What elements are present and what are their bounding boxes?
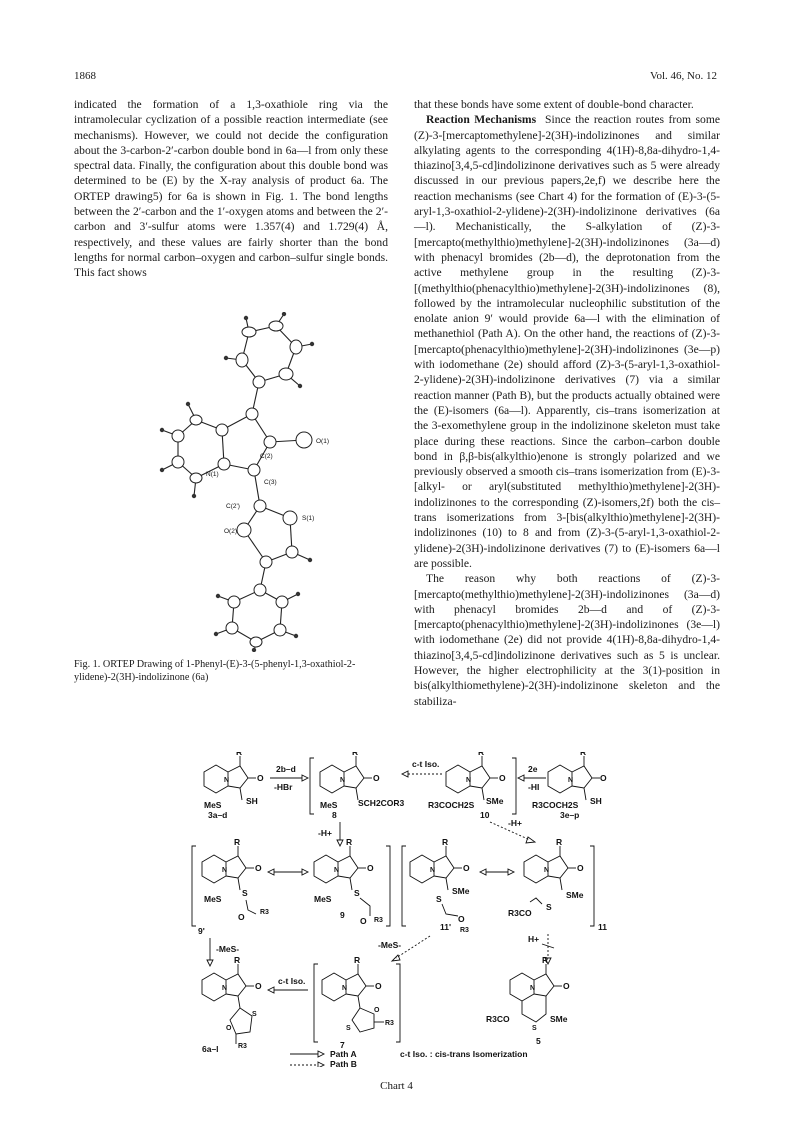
- svg-text:O: O: [374, 1007, 380, 1014]
- svg-text:O: O: [577, 863, 584, 873]
- structure-11: [508, 837, 584, 918]
- svg-text:MeS: MeS: [320, 800, 338, 810]
- svg-text:-H+: -H+: [318, 828, 332, 838]
- svg-text:R3: R3: [238, 1043, 247, 1050]
- ortep-drawing: [74, 312, 388, 652]
- figure-1-caption: Fig. 1. ORTEP Drawing of 1-Phenyl-(E)-3-(5-phenyl-1,3-oxathiol-2-ylidene)-2(3H)-indolizinone (6a): [74, 659, 356, 683]
- structure-11prime: [410, 837, 470, 934]
- structure-3a-d: [204, 752, 264, 820]
- svg-text:O: O: [458, 914, 465, 924]
- svg-text:MeS: MeS: [314, 894, 332, 904]
- atom-label-n1: N(1): [206, 471, 219, 478]
- svg-text:R: R: [442, 837, 449, 847]
- svg-text:2e: 2e: [528, 764, 538, 774]
- svg-text:R3: R3: [374, 917, 383, 924]
- svg-text:O: O: [563, 981, 570, 991]
- structure-6a-l: [202, 955, 262, 1054]
- svg-text:R: R: [556, 837, 563, 847]
- svg-text:O: O: [373, 773, 380, 783]
- svg-text:O: O: [255, 863, 262, 873]
- svg-text:N: N: [222, 867, 228, 874]
- left-column: [74, 97, 388, 281]
- compound-3e-p: 3e–p: [560, 810, 580, 820]
- svg-text:N: N: [544, 867, 550, 874]
- chart-4-caption: Chart 4: [380, 1080, 413, 1092]
- structure-8: [320, 752, 405, 820]
- svg-text:-HBr: -HBr: [274, 782, 293, 792]
- svg-text:R: R: [234, 837, 241, 847]
- section-heading: Reaction Mechanisms: [426, 113, 537, 127]
- label-r: R: [236, 752, 243, 757]
- compound-11: 11: [598, 922, 607, 932]
- chart-4-scheme: [190, 752, 610, 1067]
- compound-9prime: 9': [198, 926, 205, 936]
- svg-text:2b–d: 2b–d: [276, 764, 296, 774]
- svg-text:c-t Iso.: c-t Iso.: [412, 759, 440, 769]
- svg-text:R3COCH2S: R3COCH2S: [428, 800, 475, 810]
- compound-10: 10: [480, 810, 490, 820]
- svg-text:SH: SH: [590, 796, 602, 806]
- svg-text:O: O: [600, 773, 607, 783]
- structure-9prime: [198, 837, 269, 936]
- reaction-scheme: [190, 752, 610, 1067]
- svg-text:R3: R3: [385, 1020, 394, 1027]
- figure-1-ortep: [74, 312, 388, 652]
- svg-text:N: N: [222, 985, 228, 992]
- svg-text:R3: R3: [260, 909, 269, 916]
- page-number: 1868: [74, 70, 96, 82]
- svg-text:O: O: [257, 773, 264, 783]
- svg-text:R3CO: R3CO: [508, 908, 532, 918]
- svg-text:SMe: SMe: [486, 796, 504, 806]
- svg-text:R3CO: R3CO: [486, 1014, 510, 1024]
- structure-9: [314, 837, 383, 926]
- svg-text:R: R: [352, 752, 359, 757]
- svg-text:O: O: [367, 863, 374, 873]
- svg-text:R: R: [542, 955, 549, 965]
- structure-3e-p: [532, 752, 607, 820]
- right-paragraph-3: The reason why both reactions of (Z)-3-[mercapto(methylthio)methylene]-2(3H)-indolizinones (3a—d) with phenacyl bromides 2b—d and of (Z)-3-[mercapto(phenacylthio)methylene]-2(3H)-indolizinones (3e—l) with iodomethane (2e) did not provide 4(1H)-8,8a-dihydro-1,4-thiazino[3,4,5-cd]indolizinone derivatives such as 5 is unclear. However, the higher electrophilicity at the 3(1)-position in bis(alkylthiomethylene)-2(3H)-indolizinone skeleton and the stabiliza-: [414, 572, 720, 708]
- svg-text:SH: SH: [246, 796, 258, 806]
- svg-text:N: N: [340, 777, 346, 784]
- atom-label-c2: C(2): [260, 453, 273, 460]
- svg-text:S: S: [252, 1011, 257, 1018]
- svg-text:H+: H+: [528, 934, 540, 944]
- svg-text:SMe: SMe: [452, 886, 470, 896]
- atom-label-c2prime: C(2'): [226, 503, 240, 510]
- structure-7: [322, 955, 394, 1050]
- svg-text:O: O: [360, 916, 367, 926]
- compound-3a-d: 3a–d: [208, 810, 228, 820]
- svg-text:R: R: [580, 752, 587, 757]
- compound-8: 8: [332, 810, 337, 820]
- compound-6a-l: 6a–l: [202, 1044, 219, 1054]
- svg-text:SCH2COR3: SCH2COR3: [358, 798, 405, 808]
- structure-5: [486, 955, 570, 1046]
- svg-text:S: S: [354, 888, 360, 898]
- svg-text:-HI: -HI: [528, 782, 540, 792]
- svg-text:S: S: [436, 894, 442, 904]
- legend-path-b: Path B: [330, 1059, 357, 1067]
- svg-text:S: S: [532, 1025, 537, 1032]
- svg-text:N: N: [430, 867, 436, 874]
- atom-label-s1: S(1): [302, 515, 315, 522]
- svg-text:S: S: [346, 1025, 351, 1032]
- svg-text:MeS: MeS: [204, 800, 222, 810]
- svg-text:N: N: [334, 867, 340, 874]
- svg-text:N: N: [530, 985, 536, 992]
- svg-text:-MeS-: -MeS-: [378, 940, 402, 950]
- svg-text:S: S: [546, 902, 552, 912]
- structure-10: [428, 752, 506, 820]
- svg-text:R: R: [234, 955, 241, 965]
- svg-text:-H+: -H+: [508, 818, 522, 828]
- svg-text:SMe: SMe: [566, 890, 584, 900]
- svg-text:R: R: [346, 837, 353, 847]
- svg-text:O: O: [226, 1025, 232, 1032]
- right-column: [414, 97, 720, 709]
- svg-text:S: S: [242, 888, 248, 898]
- svg-text:O: O: [255, 981, 262, 991]
- svg-text:O: O: [463, 863, 470, 873]
- svg-text:N: N: [568, 777, 574, 784]
- svg-text:MeS: MeS: [204, 894, 222, 904]
- svg-text:O: O: [499, 773, 506, 783]
- svg-text:R: R: [478, 752, 485, 757]
- svg-text:N: N: [342, 985, 348, 992]
- left-paragraph: indicated the formation of a 1,3-oxathiole ring via the intramolecular cyclization of a possible reaction intermediate (see mechanisms). However, we could not decide the configuration about the 3-carbon-2′-carbon double bond in 6a—l from only these spectral data. Finally, the configuration about this double bond was determined to be (E) by the X-ray analysis of product 6a. The ORTEP drawing5) for 6a is shown in Fig. 1. The bond lengths between the 2′-carbon and the 1′-oxygen atoms and between the 2′-carbon and 3′-sulfur atoms were 1.357(4) and 1.729(4) Å, respectively, and these values are fairly shorter than the bond lengths for normal carbon–oxygen and carbon–sulfur single bonds. This fact shows: [74, 98, 388, 280]
- svg-text:R3COCH2S: R3COCH2S: [532, 800, 579, 810]
- legend-path-a: Path A: [330, 1049, 357, 1059]
- atom-label-o2: O(2): [224, 528, 237, 535]
- svg-text:c-t Iso.: c-t Iso.: [278, 976, 306, 986]
- svg-text:R: R: [354, 955, 361, 965]
- atom-label-o1: O(1): [316, 438, 329, 445]
- atom-label-c3: C(3): [264, 479, 277, 486]
- compound-11prime: 11': [440, 922, 452, 932]
- svg-text:N: N: [466, 777, 472, 784]
- svg-text:O: O: [375, 981, 382, 991]
- svg-text:R3: R3: [460, 927, 469, 934]
- svg-text:-MeS-: -MeS-: [216, 944, 240, 954]
- right-paragraph-2-text: Since the reaction routes from some (Z)-3-[mercaptomethylene]-2(3H)-indolizinones and similar alkylating agents to the corresponding 4(1H)-8,8a-dihydro-1,4-thiazino[3,4,5-cd]indolizinone derivatives such as 5 were already discussed in our previous papers,2e,f) we describe here the reaction mechanisms (see Chart 4) for the formation of (E)-3-(5-aryl-1,3-oxathiol-2-ylidene)-2(3H)-indolizinone derivatives (6a—l). Mechanistically, the S-alkylation of (Z)-3-[mercapto(methylthio)methylene]-2(3H)-indolizinones (3a—d) with phenacyl bromides (2b—d), the deprotonation from the active methylene group in the resulting (Z)-3-[(methylthio(phenacylthio)methylene]-2(3H)-indolizinones (8), followed by the intramolecular nucleophilic substitution of the enolate anion 9′ would provide 6a—l with the elimination of methanethiol (Path A). On the other hand, the reactions of (Z)-3-[mercapto(phenacylthio)methylene]-2(3H)-indolizinones (3e—p) with iodomethane (2e) should afford (Z)-3-(5-aryl-1,3-oxathiol-2-ylidene)-2(3H)-indolizinone derivatives (7) via a similar reaction manner (Path B), but the products actually obtained were the (E)-isomers (6a—l). Apparently, cis–trans isomerization at the 3-exomethylene group in the indolizinone skeleton must take place during these reactions. Since the carbon–carbon double bond in β,β-bis(alkylthio)enone is strongly polarized and we previously observed a smooth cis–trans isomerization from (E)-3-[alkyl- or aryl(substituted methylthio)methylene]-2(3H)-indolizinones to the corresponding (Z)-isomers,2f) both the cis–trans isomerizations from 3-[bis(alkylthio)methylene]-2(3H)-indolizinones (10) to 8 and from (Z)-3-(5-aryl-1,3-oxathiol-2-ylidene)-2(3H)-indolizinone derivatives (7) to (E)-isomers 6a—l are possible.: [414, 113, 720, 570]
- svg-text:SMe: SMe: [550, 1014, 568, 1024]
- svg-text:N: N: [224, 777, 230, 784]
- right-paragraph-2: [414, 112, 720, 571]
- svg-text:O: O: [238, 912, 245, 922]
- compound-5: 5: [536, 1036, 541, 1046]
- compound-9: 9: [340, 910, 345, 920]
- journal-volume: Vol. 46, No. 12: [649, 70, 717, 82]
- compound-7: 7: [340, 1040, 345, 1050]
- legend-abbreviation: c-t Iso. : cis-trans Isomerization: [400, 1049, 528, 1059]
- right-paragraph-1: that these bonds have some extent of double-bond character.: [414, 98, 694, 111]
